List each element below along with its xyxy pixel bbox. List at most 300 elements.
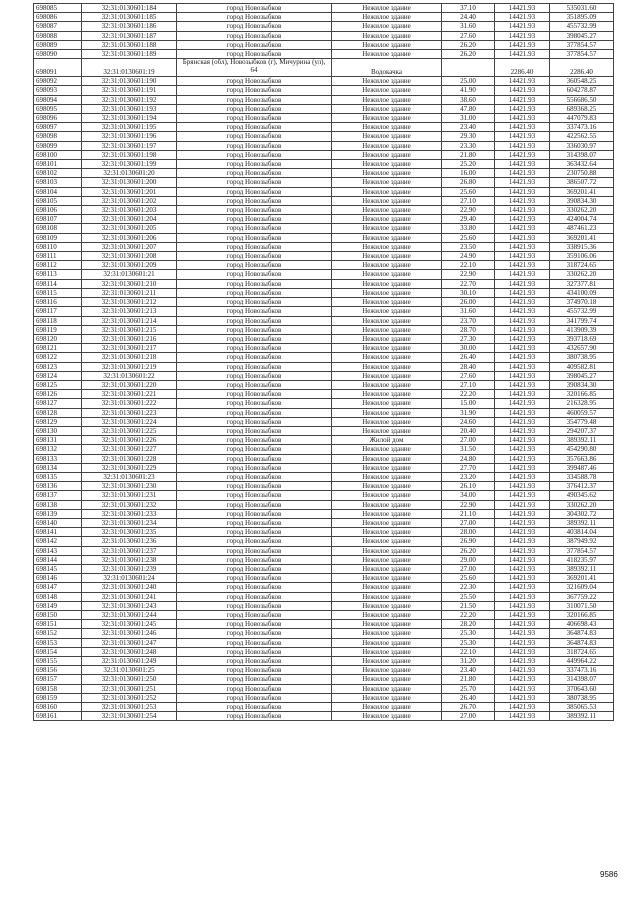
rate-cell: 14421.93 [495,574,550,583]
table-row [34,482,614,491]
area-cell: 22.90 [442,206,495,215]
address-cell: город Новозыбков [177,279,332,288]
record-id-cell: 698117 [34,307,82,316]
object-type-cell: Нежилое здание [332,187,442,196]
value-cell: 380738.95 [550,353,614,362]
table-row [34,509,614,518]
record-id-cell: 698094 [34,95,82,104]
address-cell: город Новозыбков [177,399,332,408]
address-cell: город Новозыбков [177,288,332,297]
object-type-cell: Нежилое здание [332,150,442,159]
record-id-cell: 698109 [34,233,82,242]
value-cell: 330262.20 [550,270,614,279]
table-row [34,141,614,150]
value-cell: 370643.60 [550,684,614,693]
area-cell: 23.30 [442,141,495,150]
record-id-cell: 698154 [34,647,82,656]
area-cell: 28.70 [442,325,495,334]
cadastral-number-cell: 32:31:0130601:213 [82,307,177,316]
area-cell: 26.20 [442,546,495,555]
cadastral-number-cell: 32:31:0130601:217 [82,344,177,353]
cadastral-number-cell: 32:31:0130601:218 [82,353,177,362]
record-id-cell: 698160 [34,703,82,712]
address-cell: город Новозыбков [177,298,332,307]
value-cell: 351895.09 [550,13,614,22]
address-cell: город Новозыбков [177,114,332,123]
rate-cell: 14421.93 [495,712,550,721]
area-cell [442,59,495,77]
value-cell: 327377.81 [550,279,614,288]
object-type-cell: Нежилое здание [332,684,442,693]
object-type-cell: Нежилое здание [332,657,442,666]
object-type-cell: Нежилое здание [332,86,442,95]
record-id-cell: 698114 [34,279,82,288]
record-id-cell: 698091 [34,59,82,77]
object-type-cell: Нежилое здание [332,123,442,132]
area-cell: 25.70 [442,684,495,693]
object-type-cell: Нежилое здание [332,344,442,353]
object-type-cell: Нежилое здание [332,132,442,141]
area-cell: 26.90 [442,537,495,546]
table-row [34,187,614,196]
cadastral-number-cell: 32:31:0130601:205 [82,224,177,233]
cadastral-number-cell: 32:31:0130601:226 [82,436,177,445]
cadastral-number-cell: 32:31:0130601:221 [82,390,177,399]
rate-cell: 14421.93 [495,371,550,380]
table-row [34,528,614,537]
table-row [34,454,614,463]
address-cell: город Новозыбков [177,141,332,150]
cadastral-number-cell: 32:31:0130601:202 [82,196,177,205]
address-cell: город Новозыбков [177,132,332,141]
area-cell: 26.70 [442,703,495,712]
table-row [34,40,614,49]
cadastral-number-cell: 32:31:0130601:220 [82,380,177,389]
rate-cell: 14421.93 [495,233,550,242]
table-row [34,647,614,656]
object-type-cell: Нежилое здание [332,491,442,500]
address-cell: город Новозыбков [177,518,332,527]
cadastral-number-cell: 32:31:0130601:229 [82,463,177,472]
cadastral-number-cell: 32:31:0130601:207 [82,242,177,251]
cadastral-number-cell: 32:31:0130601:210 [82,279,177,288]
record-id-cell: 698093 [34,86,82,95]
address-cell: город Новозыбков [177,528,332,537]
table-row [34,491,614,500]
rate-cell: 14421.93 [495,583,550,592]
object-type-cell: Нежилое здание [332,261,442,270]
table-row [34,123,614,132]
address-cell: город Новозыбков [177,574,332,583]
record-id-cell: 698145 [34,564,82,573]
value-cell: 320166.85 [550,611,614,620]
cadastral-number-cell: 32:31:0130601:194 [82,114,177,123]
object-type-cell: Нежилое здание [332,509,442,518]
value-cell: 389392.11 [550,436,614,445]
cadastral-number-cell: 32:31:0130601:235 [82,528,177,537]
address-cell: город Новозыбков [177,454,332,463]
area-cell: 31.50 [442,445,495,454]
object-type-cell: Нежилое здание [332,380,442,389]
area-cell: 47.80 [442,104,495,113]
area-cell: 34.00 [442,491,495,500]
cadastral-number-cell: 32:31:0130601:19 [82,59,177,77]
area-cell: 27.00 [442,518,495,527]
record-id-cell: 698141 [34,528,82,537]
table-row [34,50,614,59]
address-cell: город Новозыбков [177,555,332,564]
value-cell: 389392.11 [550,518,614,527]
cadastral-number-cell: 32:31:0130601:219 [82,362,177,371]
rate-cell: 14421.93 [495,224,550,233]
area-cell: 15.00 [442,399,495,408]
rate-cell: 14421.93 [495,426,550,435]
value-cell: 406698.43 [550,620,614,629]
object-type-cell: Нежилое здание [332,390,442,399]
object-type-cell: Нежилое здание [332,104,442,113]
record-id-cell: 698113 [34,270,82,279]
value-cell: 310071.50 [550,601,614,610]
address-cell: город Новозыбков [177,546,332,555]
area-cell: 25.50 [442,592,495,601]
address-cell: город Новозыбков [177,583,332,592]
object-type-cell: Нежилое здание [332,270,442,279]
value-cell: 360548.25 [550,77,614,86]
cadastral-number-cell: 32:31:0130601:243 [82,601,177,610]
rate-cell: 14421.93 [495,399,550,408]
value-cell: 377854.57 [550,50,614,59]
value-cell: 403814.04 [550,528,614,537]
rate-cell: 14421.93 [495,353,550,362]
object-type-cell: Нежилое здание [332,40,442,49]
value-cell: 409582.81 [550,362,614,371]
rate-cell: 14421.93 [495,611,550,620]
address-cell: город Новозыбков [177,307,332,316]
area-cell: 27.00 [442,564,495,573]
object-type-cell: Нежилое здание [332,703,442,712]
object-type-cell: Нежилое здание [332,325,442,334]
record-id-cell: 698132 [34,445,82,454]
area-cell: 21.80 [442,675,495,684]
table-row [34,86,614,95]
address-cell: город Новозыбков [177,666,332,675]
area-cell: 24.60 [442,417,495,426]
record-id-cell: 698096 [34,114,82,123]
object-type-cell: Нежилое здание [332,307,442,316]
address-cell: город Новозыбков [177,693,332,702]
area-cell: 30.10 [442,288,495,297]
value-cell: 418235.97 [550,555,614,564]
value-cell: 454290.80 [550,445,614,454]
record-id-cell: 698119 [34,325,82,334]
cadastral-number-cell: 32:31:0130601:245 [82,620,177,629]
value-cell: 369201.41 [550,233,614,242]
record-id-cell: 698111 [34,252,82,261]
area-cell: 21.10 [442,509,495,518]
table-row [34,555,614,564]
table-row [34,500,614,509]
value-cell: 399487.46 [550,463,614,472]
table-row [34,638,614,647]
rate-cell: 14421.93 [495,242,550,251]
page-number: 9586 [600,870,618,879]
cadastral-number-cell: 32:31:0130601:241 [82,592,177,601]
record-id-cell: 698155 [34,657,82,666]
cadastral-number-cell: 32:31:0130601:190 [82,77,177,86]
object-type-cell: Нежилое здание [332,206,442,215]
address-cell: город Новозыбков [177,601,332,610]
address-cell: город Новозыбков [177,620,332,629]
record-id-cell: 698095 [34,104,82,113]
table-row [34,270,614,279]
record-id-cell: 698107 [34,215,82,224]
address-cell: город Новозыбков [177,500,332,509]
address-cell: город Новозыбков [177,703,332,712]
value-cell: 354779.48 [550,417,614,426]
area-cell: 24.40 [442,13,495,22]
rate-cell: 14421.93 [495,13,550,22]
area-cell: 28.40 [442,362,495,371]
area-cell: 25.60 [442,187,495,196]
table-row [34,472,614,481]
object-type-cell: Нежилое здание [332,463,442,472]
area-cell: 27.60 [442,371,495,380]
value-cell: 363432.64 [550,160,614,169]
value-cell: 387949.92 [550,537,614,546]
value-cell: 321609.04 [550,583,614,592]
table-row [34,4,614,13]
value-cell: 449964.22 [550,657,614,666]
table-row [34,316,614,325]
rate-cell: 14421.93 [495,647,550,656]
object-type-cell: Нежилое здание [332,482,442,491]
address-cell: город Новозыбков [177,178,332,187]
value-cell: 413909.39 [550,325,614,334]
object-type-cell: Нежилое здание [332,666,442,675]
record-id-cell: 698127 [34,399,82,408]
address-cell: город Новозыбков [177,86,332,95]
value-cell: 338915.36 [550,242,614,251]
rate-cell: 14421.93 [495,160,550,169]
address-cell: Брянская (обл), Новозыбков (г), Мичурина (ул), 64 [177,59,332,77]
object-type-cell: Нежилое здание [332,611,442,620]
area-cell: 16.00 [442,169,495,178]
rate-cell: 14421.93 [495,537,550,546]
value-cell: 490345.62 [550,491,614,500]
rate-cell: 14421.93 [495,518,550,527]
area-cell: 31.00 [442,114,495,123]
address-cell: город Новозыбков [177,408,332,417]
address-cell: город Новозыбков [177,684,332,693]
record-id-cell: 698142 [34,537,82,546]
address-cell: город Новозыбков [177,445,332,454]
rate-cell: 14421.93 [495,40,550,49]
area-cell: 25.30 [442,638,495,647]
object-type-cell: Нежилое здание [332,454,442,463]
cadastral-number-cell: 32:31:0130601:201 [82,187,177,196]
record-id-cell: 698135 [34,472,82,481]
table-row [34,22,614,31]
record-id-cell: 698103 [34,178,82,187]
table-row [34,178,614,187]
address-cell: город Новозыбков [177,482,332,491]
address-cell: город Новозыбков [177,242,332,251]
value-cell: 341799.74 [550,316,614,325]
rate-cell: 14421.93 [495,657,550,666]
object-type-cell: Нежилое здание [332,31,442,40]
address-cell: город Новозыбков [177,647,332,656]
rate-cell: 14421.93 [495,123,550,132]
address-cell: город Новозыбков [177,187,332,196]
rate-cell: 14421.93 [495,150,550,159]
cadastral-number-cell: 32:31:0130601:189 [82,50,177,59]
record-id-cell: 698149 [34,601,82,610]
cadastral-number-cell: 32:31:0130601:238 [82,555,177,564]
record-id-cell: 698085 [34,4,82,13]
cadastral-number-cell: 32:31:0130601:227 [82,445,177,454]
cadastral-number-cell: 32:31:0130601:230 [82,482,177,491]
object-type-cell: Нежилое здание [332,712,442,721]
value-cell: 455732.99 [550,307,614,316]
address-cell: город Новозыбков [177,353,332,362]
area-cell: 28.20 [442,620,495,629]
rate-cell: 14421.93 [495,270,550,279]
value-cell: 369201.41 [550,187,614,196]
address-cell: город Новозыбков [177,657,332,666]
value-cell: 432657.90 [550,344,614,353]
value-cell: 216328.95 [550,399,614,408]
area-cell: 26.10 [442,482,495,491]
table-row [34,215,614,224]
area-cell: 28.00 [442,528,495,537]
area-cell: 22.20 [442,611,495,620]
table-row [34,31,614,40]
table-row [34,196,614,205]
rate-cell: 14421.93 [495,408,550,417]
value-cell: 369201.41 [550,574,614,583]
area-cell: 23.70 [442,316,495,325]
area-cell: 41.90 [442,86,495,95]
table-row [34,95,614,104]
value-cell: 487461.23 [550,224,614,233]
table-row [34,666,614,675]
rate-cell: 14421.93 [495,288,550,297]
value-cell: 377854.57 [550,546,614,555]
cadastral-number-cell: 32:31:0130601:25 [82,666,177,675]
rate-cell: 14421.93 [495,454,550,463]
object-type-cell: Нежилое здание [332,574,442,583]
cadastral-number-cell: 32:31:0130601:223 [82,408,177,417]
address-cell: город Новозыбков [177,629,332,638]
cadastral-number-cell: 32:31:0130601:20 [82,169,177,178]
table-row [34,574,614,583]
property-table [33,3,614,721]
record-id-cell: 698153 [34,638,82,647]
table-row [34,675,614,684]
area-cell: 22.30 [442,583,495,592]
cadastral-number-cell: 32:31:0130601:253 [82,703,177,712]
cadastral-number-cell: 32:31:0130601:239 [82,564,177,573]
value-cell: 337473.16 [550,666,614,675]
object-type-cell: Нежилое здание [332,224,442,233]
record-id-cell: 698121 [34,344,82,353]
value-cell: 367759.22 [550,592,614,601]
record-id-cell: 698124 [34,371,82,380]
object-type-cell: Нежилое здание [332,13,442,22]
address-cell: город Новозыбков [177,712,332,721]
cadastral-number-cell: 32:31:0130601:236 [82,537,177,546]
value-cell: 447079.83 [550,114,614,123]
rate-cell: 14421.93 [495,22,550,31]
address-cell: город Новозыбков [177,206,332,215]
rate-cell: 14421.93 [495,629,550,638]
object-type-cell: Нежилое здание [332,500,442,509]
rate-cell: 14421.93 [495,564,550,573]
record-id-cell: 698150 [34,611,82,620]
object-type-cell: Жилой дом [332,436,442,445]
cadastral-number-cell: 32:31:0130601:24 [82,574,177,583]
record-id-cell: 698136 [34,482,82,491]
area-cell: 31.60 [442,307,495,316]
rate-cell: 14421.93 [495,86,550,95]
area-cell: 26.20 [442,40,495,49]
table-row [34,114,614,123]
object-type-cell: Нежилое здание [332,564,442,573]
table-row [34,77,614,86]
address-cell: город Новозыбков [177,463,332,472]
table-row [34,537,614,546]
object-type-cell: Нежилое здание [332,178,442,187]
address-cell: город Новозыбков [177,417,332,426]
rate-cell: 14421.93 [495,187,550,196]
table-row [34,169,614,178]
table-row [34,307,614,316]
area-cell: 26.20 [442,50,495,59]
rate-cell: 14421.93 [495,132,550,141]
cadastral-number-cell: 32:31:0130601:209 [82,261,177,270]
rate-cell: 14421.93 [495,684,550,693]
object-type-cell: Нежилое здание [332,675,442,684]
table-row [34,583,614,592]
record-id-cell: 698105 [34,196,82,205]
cadastral-number-cell: 32:31:0130601:248 [82,647,177,656]
value-cell: 389392.11 [550,712,614,721]
cadastral-number-cell: 32:31:0130601:254 [82,712,177,721]
record-id-cell: 698122 [34,353,82,362]
cadastral-number-cell: 32:31:0130601:246 [82,629,177,638]
area-cell: 25.60 [442,574,495,583]
area-cell: 22.90 [442,500,495,509]
cadastral-number-cell: 32:31:0130601:195 [82,123,177,132]
table-row [34,132,614,141]
record-id-cell: 698159 [34,693,82,702]
rate-cell: 14421.93 [495,390,550,399]
rate-cell: 14421.93 [495,316,550,325]
cadastral-number-cell: 32:31:0130601:188 [82,40,177,49]
object-type-cell: Нежилое здание [332,77,442,86]
table-row [34,233,614,242]
table-row [34,546,614,555]
value-cell: 359106.06 [550,252,614,261]
address-cell: город Новозыбков [177,261,332,270]
cadastral-number-cell: 32:31:0130601:200 [82,178,177,187]
cadastral-number-cell: 32:31:0130601:214 [82,316,177,325]
object-type-cell: Нежилое здание [332,160,442,169]
value-cell: 376412.37 [550,482,614,491]
address-cell: город Новозыбков [177,150,332,159]
area-cell: 31.20 [442,657,495,666]
rate-cell: 14421.93 [495,215,550,224]
